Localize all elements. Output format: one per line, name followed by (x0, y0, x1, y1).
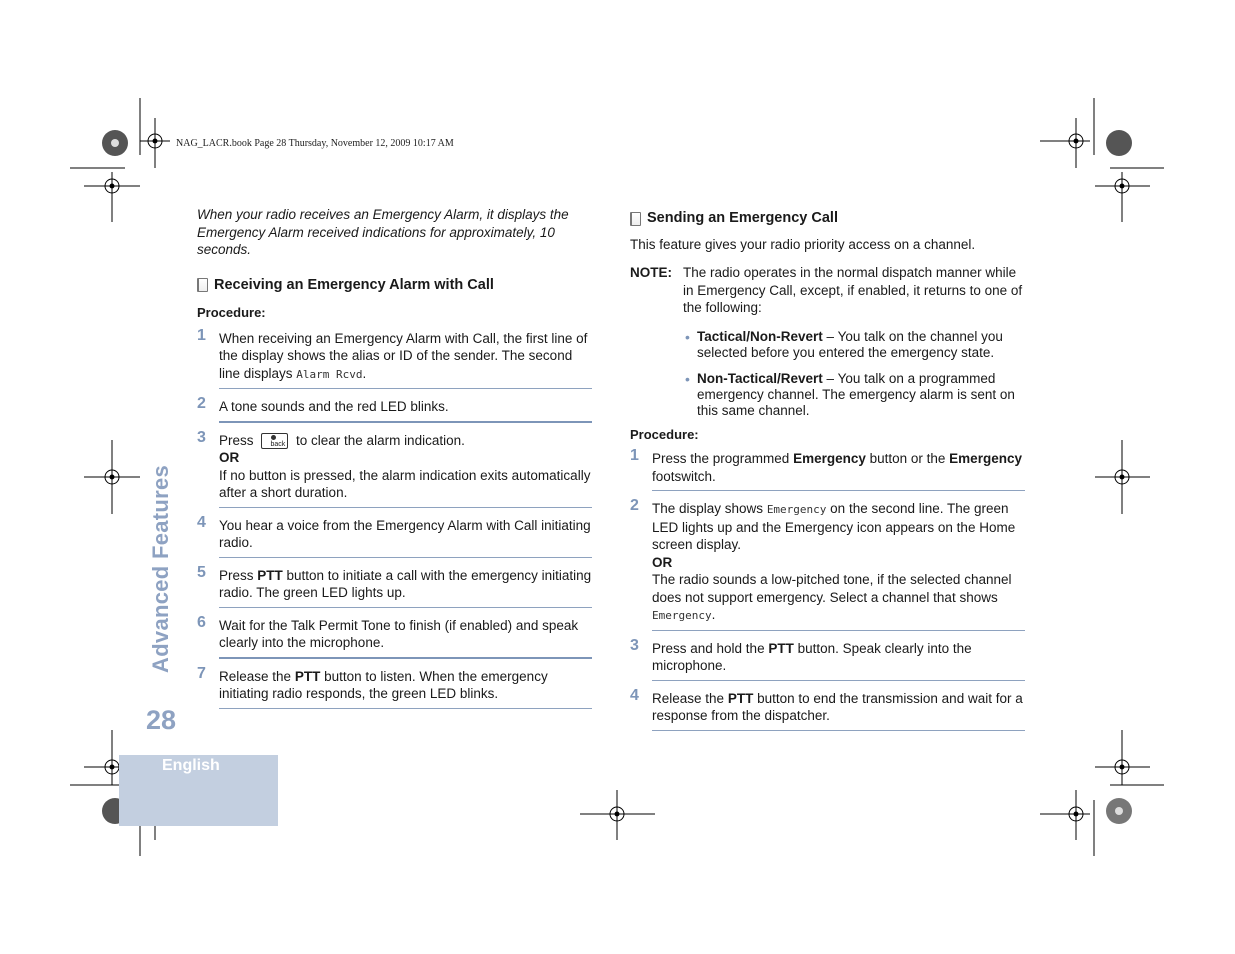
bullet-item: • Tactical/Non-Revert – You talk on the channel you selected before you entered the emergency state. (685, 328, 1003, 360)
step-number: 2 (630, 497, 639, 514)
section-title: Receiving an Emergency Alarm with Call (214, 276, 494, 293)
left-column (197, 206, 592, 709)
chapter-title: Advanced Features (148, 464, 173, 673)
step-4: 4 Release the PTT button to end the transmission and wait for a response from the dispatcher. (630, 690, 1025, 731)
step-number: 7 (197, 664, 206, 682)
step-number: 3 (630, 636, 639, 654)
bullet-icon: • (685, 328, 690, 345)
note-text: The radio operates in the normal dispatch manner while in Emergency Call, except, if enabled, it returns to one of the following: (683, 265, 1023, 315)
step-3: 3 Press back to clear the alarm indication. OR If no button is pressed, the alarm indication exits automatically after a short duration. (197, 432, 592, 508)
step-2: 2 A tone sounds and the red LED blinks. (197, 398, 592, 423)
step-1: 1 When receiving an Emergency Alarm with Call, the first line of the display shows the alias or ID of the sender. The second line displays Alarm Rcvd. (197, 330, 592, 390)
step-1: 1 Press the programmed Emergency button or the Emergency footswitch. (630, 450, 1025, 491)
step-number: 1 (197, 326, 206, 344)
step-number: 6 (197, 613, 206, 631)
bullet-icon: • (685, 370, 690, 387)
step-2: 2 The display shows Emergency on the second line. The green LED lights up and the Emergency icon appears on the Home screen display. OR The radio sounds a low-pitched tone, if the selected channel does not support emergency. Select a channel that shows Emergency. (630, 500, 1025, 631)
right-column (630, 210, 1025, 731)
bullet-item: • Non-Tactical/Revert – You talk on a programmed emergency channel. The emergency alarm is sent on this same channel. (685, 370, 1015, 418)
language-label: English (162, 757, 220, 774)
note (630, 264, 1025, 419)
step-3: 3 Press and hold the PTT button. Speak clearly into the microphone. (630, 640, 1025, 681)
print-header: NAG_LACR.book Page 28 Thursday, November 12, 2009 10:17 AM (176, 138, 454, 149)
step-number: 2 (197, 395, 206, 412)
intro-text: This feature gives your radio priority access on a channel. (630, 236, 976, 252)
procedure-label: Procedure: (197, 305, 266, 320)
step-4: 4 You hear a voice from the Emergency Alarm with Call initiating radio. (197, 517, 592, 558)
step-6: 6 Wait for the Talk Permit Tone to finish (if enabled) and speak clearly into the microphone. (197, 617, 592, 659)
note-label: NOTE: (630, 265, 672, 280)
step-number: 1 (630, 447, 639, 464)
step-7: 7 Release the PTT button to listen. When the emergency initiating radio responds, the green LED blinks. (197, 668, 592, 709)
section-heading (630, 210, 1025, 228)
procedure-label: Procedure: (630, 426, 699, 442)
book-icon (630, 212, 641, 226)
book-icon (197, 278, 208, 292)
step-number: 3 (197, 428, 206, 446)
step-5: 5 Press PTT button to initiate a call with the emergency initiating radio. The green LED lights up. (197, 567, 592, 608)
page-number: 28 (146, 705, 177, 735)
section-title: Sending an Emergency Call (647, 210, 838, 226)
back-key-icon: back (261, 433, 288, 449)
step-number: 5 (197, 563, 206, 581)
section-heading (197, 277, 592, 295)
intro-text: When your radio receives an Emergency Alarm, it displays the Emergency Alarm received indications for approximately, 10 seconds. (197, 207, 569, 257)
step-number: 4 (197, 513, 206, 531)
step-number: 4 (630, 686, 639, 704)
